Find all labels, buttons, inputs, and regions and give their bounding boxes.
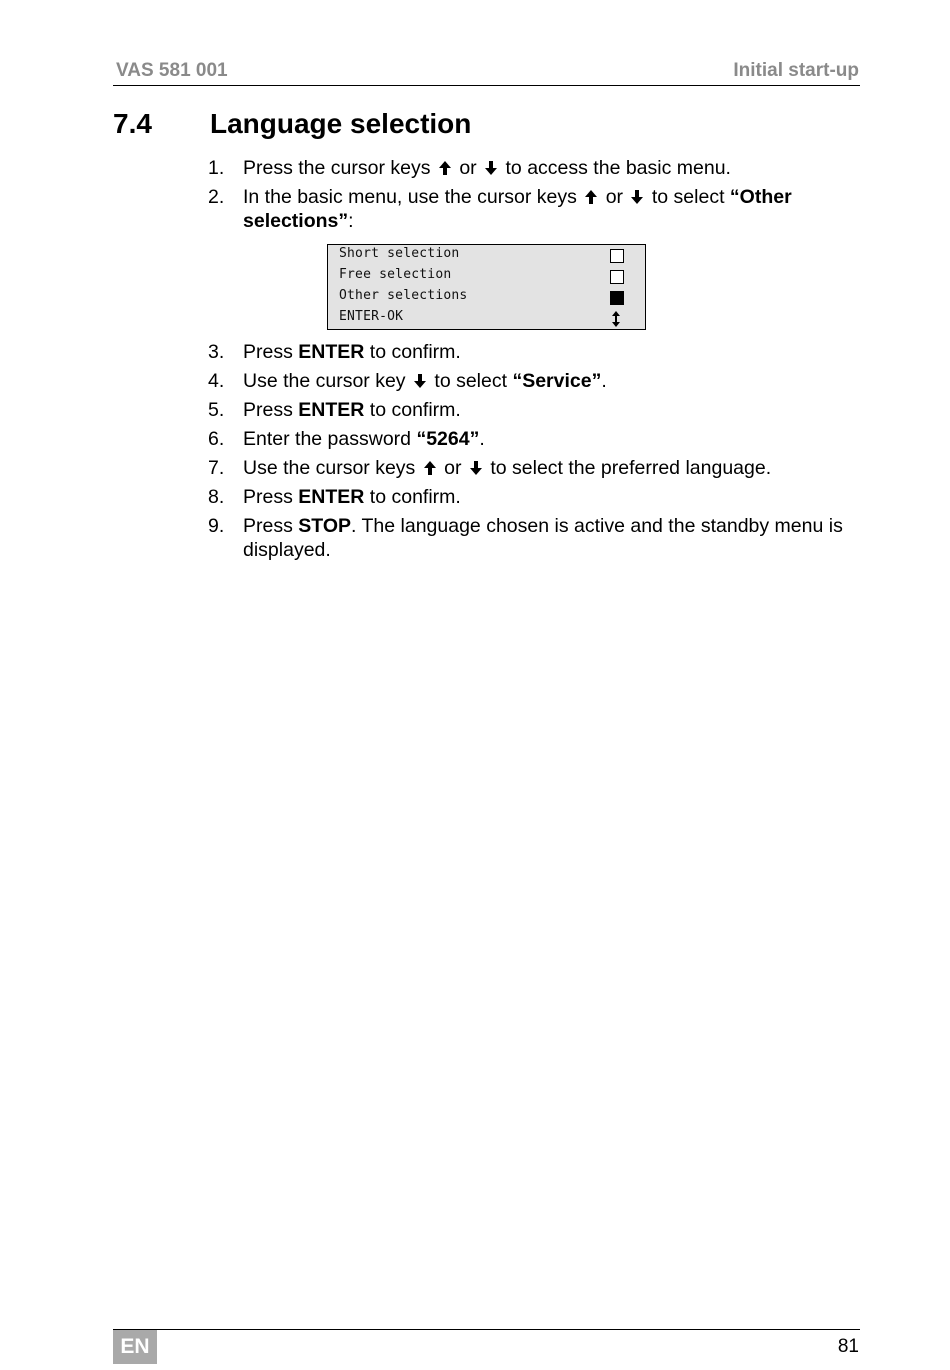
- step-number: 2.: [208, 186, 225, 208]
- step-number: 9.: [208, 515, 225, 537]
- checkbox-filled-icon: [610, 291, 624, 305]
- step-text: :: [348, 210, 354, 232]
- key-name: ENTER: [298, 486, 365, 508]
- menu-option-name: “Service”: [512, 370, 602, 392]
- step-number: 6.: [208, 428, 225, 450]
- lcd-row-free-selection: Free selection: [339, 267, 452, 282]
- step-2: [208, 185, 853, 233]
- lcd-display: [327, 244, 646, 330]
- step-text: or: [444, 457, 462, 479]
- lcd-row-short-selection: Short selection: [339, 246, 460, 261]
- lcd-row-enter-ok: ENTER-OK: [339, 309, 404, 324]
- step-number: 5.: [208, 399, 225, 421]
- chapter-title: Initial start-up: [733, 60, 859, 81]
- step-text: to select the preferred language.: [490, 457, 772, 479]
- checkbox-empty-icon: [610, 270, 624, 284]
- step-text: Enter the password: [243, 428, 412, 450]
- step-text: to confirm.: [369, 341, 461, 363]
- key-name: ENTER: [298, 399, 365, 421]
- step-text: or: [605, 186, 624, 208]
- section-number: 7.4: [113, 108, 152, 139]
- step-text: Use the cursor key: [243, 370, 406, 392]
- step-text: Press: [243, 341, 293, 363]
- lcd-row-other-selections: Other selections: [339, 288, 468, 303]
- page-header: [113, 58, 860, 86]
- step-text: Press: [243, 399, 293, 421]
- password-value: “5264”: [416, 428, 480, 450]
- step-number: 1.: [208, 157, 225, 179]
- step-text: to confirm.: [369, 486, 461, 508]
- checkbox-empty-icon: [610, 249, 624, 263]
- up-arrow-icon: [584, 189, 598, 205]
- key-name: STOP: [298, 515, 352, 537]
- step-number: 3.: [208, 341, 225, 363]
- step-text: to select: [651, 186, 725, 208]
- step-text: Press the cursor keys: [243, 157, 431, 179]
- down-arrow-icon: [413, 373, 427, 389]
- section-title: Language selection: [210, 108, 472, 139]
- step-text: Press: [243, 515, 293, 537]
- step-text: or: [459, 157, 477, 179]
- language-badge: EN: [113, 1330, 157, 1364]
- step-text: In the basic menu, use the cursor keys: [243, 186, 577, 208]
- step-number: 8.: [208, 486, 225, 508]
- doc-id: VAS 581 001: [116, 60, 228, 81]
- key-name: ENTER: [298, 341, 365, 363]
- down-arrow-icon: [484, 160, 498, 176]
- step-text: to access the basic menu.: [505, 157, 731, 179]
- down-arrow-icon: [469, 460, 483, 476]
- step-text: .: [601, 370, 607, 392]
- step-number: 7.: [208, 457, 225, 479]
- page-number: 81: [837, 1336, 859, 1357]
- up-arrow-icon: [438, 160, 452, 176]
- down-arrow-icon: [630, 189, 644, 205]
- step-text: to select: [434, 370, 508, 392]
- footer-rule: [113, 1329, 860, 1330]
- step-text: Use the cursor keys: [243, 457, 416, 479]
- step-text: . The language chosen is active and the standby menu is displayed.: [243, 515, 843, 561]
- menu-option-name: “Other selections”: [243, 186, 792, 232]
- step-text: .: [479, 428, 485, 450]
- up-arrow-icon: [423, 460, 437, 476]
- step-text: Press: [243, 486, 293, 508]
- step-9: [208, 514, 853, 562]
- up-down-arrow-icon: [609, 311, 623, 327]
- step-text: to confirm.: [369, 399, 461, 421]
- step-number: 4.: [208, 370, 225, 392]
